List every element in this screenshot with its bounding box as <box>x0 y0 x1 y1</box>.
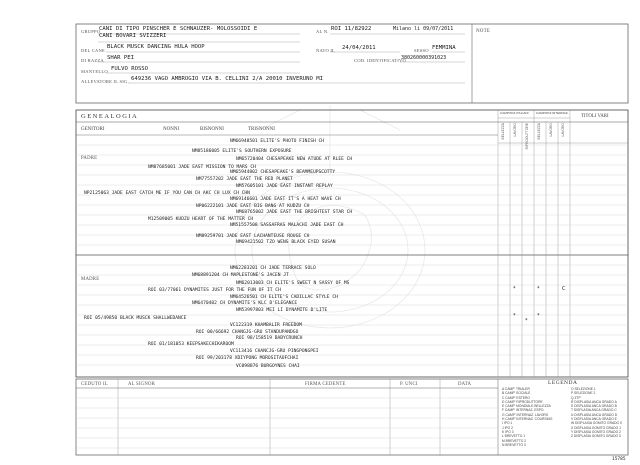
legend-item: U DISPLASIA ANCA GRADO D <box>571 412 618 417</box>
mantello-label: MANTELLO <box>81 69 108 74</box>
place-date: Milano li 09/07/2011 <box>393 26 454 32</box>
mat-nonno: ROI 03/77061 DYNAMITES JUST FOR THE FUN OF IT CH <box>148 288 281 293</box>
note-label: NOTE <box>476 29 491 34</box>
data-label: DATA <box>458 382 472 387</box>
legenda-title: LEGENDA <box>548 380 578 386</box>
allevatore-label: ALLEVATORE IL SIG. <box>81 79 129 84</box>
title-mark: C <box>562 286 566 292</box>
legend-item: K IPO 3 <box>502 429 514 434</box>
signor-label: AL SIGNOR <box>128 382 156 387</box>
pat-trisnonno-4: NM51557508 SASSAFRAS MALACHI JADE EAST CH <box>230 223 344 228</box>
pat-bisnonno-1: NM85186005 ELITE'S SOUTHERN EXPOSURE <box>192 149 292 154</box>
legend-item: X DISPLASIA GOMITO GRADO 1 <box>571 425 621 430</box>
mat-trisnonna-4: VC098876 BURGOYNES CHAI <box>236 364 300 369</box>
legend-item: N BREVETTO 3 <box>502 442 526 447</box>
mat-trisnonna-2: NM53997803 MEI LI DYNAMITE D'LITE <box>236 308 328 313</box>
legend-item: G CAMP' INTERNAZ. LAVORO <box>502 412 549 417</box>
pat-trisnonno-3: NM69146601 JADE EAST IT'S A HEAT WAVE CH <box>230 197 341 202</box>
title-mark: * <box>537 313 540 319</box>
breeder: 649236 VAGO AMBROGIO VIA B. CELLINI 2/A 20010 INVERUNO MI <box>131 76 323 82</box>
coat-color: FULVO ROSSO <box>111 66 149 72</box>
razza-label: DI RAZZA <box>81 58 104 63</box>
legend-item: Q ZTP <box>571 395 581 400</box>
registration-number: ROI 11/82922 <box>331 26 372 32</box>
pat-bisnonno-2: NP06222101 JADE EAST BIG BANG AT KUDZU CH <box>196 204 310 209</box>
title-mark: * <box>525 318 528 324</box>
birth-date: 24/04/2011 <box>342 45 376 51</box>
campioni-italiani-heading: CAMPIONI ITALIANI <box>500 111 529 115</box>
pat-bisnonna-2: NM89259701 JADE EAST LACHANTEUSE ROUGE CH <box>196 234 310 239</box>
mat-trisnonno-2: NM64526501 CH ELITE'S CADILLAC STYLE CH <box>230 295 338 300</box>
cane-label: DEL CANE <box>81 48 106 53</box>
legend-item: Z DISPLASIA GOMITO GRADO 3 <box>571 434 621 439</box>
pat-trisnonna-2: NM57605101 JADE EAST INSTANT REPLAY <box>236 184 333 189</box>
col-nonni: NONNI <box>163 127 180 132</box>
legend-item: M BREVETTO 2 <box>502 438 527 443</box>
legend-item: O SELEZIONE 1 <box>571 387 596 391</box>
col-trisnonni: TRISNONNI <box>248 127 275 132</box>
ceduto-label: CEDUTO IL <box>81 382 108 387</box>
pat-trisnonna-1: NM65720404 CHESAPEAKE NEW ATUDE AT RLEE CH <box>236 157 353 162</box>
padre-label: PADRE <box>81 156 98 161</box>
mat-trisnonna-1: NM62013003 CH ELITE'S SWEET N SASSY OF MS <box>236 281 350 286</box>
pat-nonna: M12509005 KUDZU HEART OF THE MATTER CH <box>148 217 254 222</box>
campioni-internaz-heading: CAMPIONI INTERNAZ. <box>536 111 569 115</box>
legend-item: S DISPLASIA ANCA GRADO B <box>571 404 617 409</box>
title-mark: * <box>513 313 516 319</box>
col-bisnonni: BISNONNI <box>200 127 224 132</box>
legend-item: A CAMP' TRIALER <box>502 387 530 391</box>
gruppo-label: GRUPPO <box>81 29 101 34</box>
dog-name: BLACK MUSCK DANCING HULA HOOP <box>107 44 205 50</box>
legend-item: I IPO 1 <box>502 421 513 426</box>
mat-trisnonna-3: ROI 98/158519 BABYCRUNCH <box>236 336 303 341</box>
sesso-label: SESSO <box>414 48 429 53</box>
al-n-label: AL N. <box>316 29 329 34</box>
genealogy-title: GENEALOGIA <box>81 113 139 120</box>
ci-col-3: RIPRODUTTORE <box>525 123 529 150</box>
mat-bisnonna-2: ROI 99/203178 XDIYPONG MOROSITAOFCHAI <box>196 356 299 361</box>
legend-item: J IPO 2 <box>502 425 513 430</box>
serial-number: 15785 <box>612 457 626 462</box>
mat-bisnonno-2: ROI 00/66692 CHANGJG-GRU STANDUPANDGO <box>196 330 299 335</box>
legend-item: R DISPLASIA ANCA GRADO A <box>571 399 617 404</box>
pat-bisnonna-1: NM77557202 JADE EAST THE RED PLANET <box>196 177 293 182</box>
gruppo-value-2: CANI BOVARI SVIZZERI <box>99 33 167 39</box>
nato-label: NATO IL <box>316 48 336 53</box>
chip-code: 380260000391023 <box>401 55 447 61</box>
legend-item: E CAMP' MONDIALE BELLEZZA <box>502 404 551 409</box>
titoli-vari-heading: TITOLI VARI <box>581 114 609 119</box>
pat-nonno: NM87685001 JADE EAST MISSION TO MARS CH <box>148 165 256 170</box>
legend-item: V DISPLASIA ANCA GRADO E <box>571 417 617 422</box>
mat-bisnonno-1: NM68891204 CH MAPLESTONE'S JACEN JT <box>192 273 289 278</box>
legend-item: C CAMP' ESTERO <box>502 395 530 400</box>
pat-trisnonna-3: NM68765002 JADE EAST THE BRIGHTEST STAR CH <box>236 210 353 215</box>
madre-label: MADRE <box>81 277 100 282</box>
legend-right <box>571 387 622 439</box>
legend-item: W DISPLASIA GOMITO GRADO 0 <box>571 421 622 426</box>
mat-trisnonno-3: VC122319 KHAMBALIR FREEDOM <box>230 323 302 328</box>
ci-col-1: BELLEZZA <box>501 123 505 140</box>
breed: SHAR PEI <box>107 55 134 61</box>
legend-item: P SELEZIONE 2 <box>571 391 596 396</box>
title-mark: * <box>513 286 516 292</box>
cx-col-3: LAVORO <box>561 123 565 137</box>
firma-label: FIRMA CEDENTE <box>305 382 346 387</box>
legend-item: F CAMP' INTERNAZ. ESPO. <box>502 408 545 413</box>
legend-item: H CAMP' INTERNAZ. COURSING <box>502 417 553 422</box>
legend-left <box>502 387 552 447</box>
mat-trisnonno-4: VC113416 CHANCJG-GRU PINGPONGPEI <box>230 349 319 354</box>
col-genitori: GENITORI <box>81 127 105 132</box>
ci-col-2: LAVORO <box>513 123 517 137</box>
pat-trisnonno-1: NM66948501 ELITE'S PHOTO FINISH CH <box>230 139 325 144</box>
sex: FEMMINA <box>432 45 456 51</box>
legend-item: L BREVETTO 1 <box>502 434 526 439</box>
title-mark: * <box>537 286 540 292</box>
legend-item: B CAMP' SOCIALE <box>502 391 531 396</box>
mat-trisnonno-1: NM62283201 CH JADE TERRACE SOLO <box>230 266 316 271</box>
mother: ROI 05/49850 BLACK MUSCK SHALLWEDANCE <box>84 316 187 321</box>
father: NP2125063 JADE EAST CATCH ME IF YOU CAN CH AKC CH LUX CH CHN <box>84 191 250 196</box>
uinci-label: P. UNCI <box>400 382 418 387</box>
mat-nonna: ROI 01/181053 KEEPSAKECHIKAROOM <box>148 342 234 347</box>
legend-item: D CAMP' RIPRODUTTORE <box>502 399 543 404</box>
pat-trisnonno-2: NM65944802 CHESAPEAKE'S BEAMMEUPSCOTTY <box>230 170 336 175</box>
gruppo-value-1: CANI DI TIPO PINSCHER E SCHNAUZER- MOLOSSOIDI E <box>99 26 258 32</box>
legend-item: T DISPLASIA ANCA GRADO C <box>571 408 617 413</box>
mat-bisnonna-1: NM6470402 CH DYNAMITE'S KLC D'ELEGANCE <box>192 301 298 306</box>
cx-col-1: BELLEZZA <box>537 123 541 140</box>
legend-item: Y DISPLASIA GOMITO GRADO 2 <box>571 429 621 434</box>
cod-label: COD. IDENTIFICATIVO <box>354 58 407 63</box>
cx-col-2: LAVORO <box>549 123 553 137</box>
pat-trisnonna-4: NM69421502 TZO WENS BLACK EYED SUSAN <box>236 240 336 245</box>
